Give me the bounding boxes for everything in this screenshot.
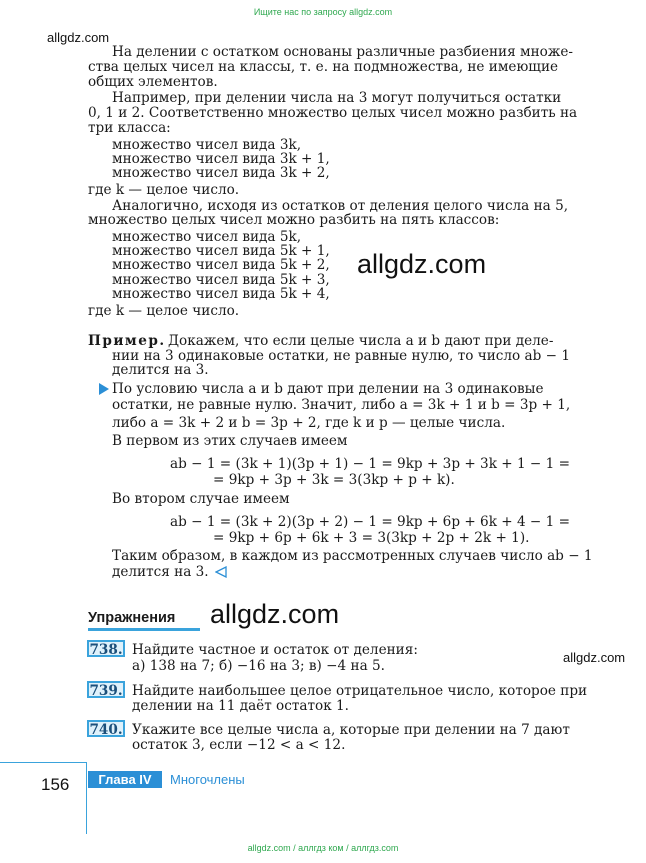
text-line: три класса: bbox=[88, 120, 171, 136]
exercise-text: Укажите все целые числа a, которые при делении на 7 дают bbox=[132, 722, 570, 738]
text-line: В первом из этих случаев имеем bbox=[112, 433, 348, 449]
list-item: множество чисел вида 5k + 4, bbox=[112, 286, 330, 302]
chapter-badge: Глава IV bbox=[88, 771, 162, 788]
text-line: Например, при делении числа на 3 могут получиться остатки bbox=[112, 90, 562, 106]
text-line: Аналогично, исходя из остатков от деления целого числа на 5, bbox=[112, 198, 569, 214]
proof-end-icon bbox=[215, 566, 227, 578]
corner-watermark: allgdz.com bbox=[47, 30, 110, 45]
top-watermark: Ищите нас по запросу allgdz.com bbox=[253, 7, 393, 17]
exercise-text: Найдите наибольшее целое отрицательное число, которое при bbox=[132, 683, 588, 699]
text-line: где k — целое число. bbox=[88, 303, 240, 319]
list-item: множество чисел вида 3k, bbox=[112, 137, 302, 153]
text-line: По условию числа a и b дают при делении на 3 одинаковые bbox=[112, 381, 544, 397]
text-line: 0, 1 и 2. Соответственно множество целых чисел можно разбить на bbox=[88, 105, 578, 121]
example-label: Пример. bbox=[88, 333, 166, 349]
exercise-number: 740. bbox=[87, 720, 125, 737]
heading-underline bbox=[88, 628, 200, 631]
footer-rule bbox=[0, 762, 87, 763]
equation-line: ab − 1 = (3k + 2)(3p + 2) − 1 = 9kp + 6p + 6k + 4 − 1 = bbox=[170, 514, 571, 530]
equation-line: = 9kp + 3p + 3k = 3(3kp + p + k). bbox=[213, 472, 455, 488]
right-watermark: allgdz.com bbox=[563, 650, 626, 665]
text-line: ства целых чисел на классы, т. е. на подмножества, не имеющие bbox=[88, 59, 559, 75]
exercise-text: а) 138 на 7; б) −16 на 3; в) −4 на 5. bbox=[132, 658, 385, 674]
text-line: где k — целое число. bbox=[88, 182, 240, 198]
text-line: делится на 3. bbox=[112, 564, 209, 580]
exercise-number: 739. bbox=[87, 681, 125, 698]
exercise-number: 738. bbox=[87, 640, 125, 657]
chapter-title: Многочлены bbox=[170, 772, 245, 787]
list-item: множество чисел вида 3k + 1, bbox=[112, 151, 330, 167]
exercise-text: делении на 11 даёт остаток 1. bbox=[132, 698, 349, 714]
text-line: остатки, не равные нулю. Значит, либо a = 3k + 1 и b = 3p + 1, bbox=[112, 397, 571, 413]
equation-line: ab − 1 = (3k + 1)(3p + 1) − 1 = 9kp + 3p + 3k + 1 − 1 = bbox=[170, 456, 571, 472]
exercise-text: Найдите частное и остаток от деления: bbox=[132, 642, 418, 658]
list-item: множество чисел вида 5k + 1, bbox=[112, 243, 330, 259]
heading-watermark: allgdz.com bbox=[210, 599, 340, 629]
proof-start-icon bbox=[99, 383, 109, 395]
exercise-text: остаток 3, если −12 < a < 12. bbox=[132, 737, 346, 753]
text-line: общих элементов. bbox=[88, 74, 218, 90]
list-item: множество чисел вида 3k + 2, bbox=[112, 165, 330, 181]
footer-rule-vertical bbox=[86, 762, 87, 834]
text-line: Докажем, что если целые числа a и b дают при деле- bbox=[168, 333, 554, 349]
text-line: Таким образом, в каждом из рассмотренных случаев число ab − 1 bbox=[112, 548, 593, 564]
text-line: нии на 3 одинаковые остатки, не равные нулю, то число ab − 1 bbox=[112, 348, 571, 364]
exercises-heading: Упражнения bbox=[88, 610, 176, 626]
text-line: Во втором случае имеем bbox=[112, 491, 290, 507]
bottom-watermark: allgdz.com / аллгдз ком / аллгдз.com bbox=[247, 843, 399, 853]
equation-line: = 9kp + 6p + 6k + 3 = 3(3kp + 2p + 2k + 1). bbox=[213, 530, 530, 546]
page-number: 156 bbox=[41, 775, 70, 794]
list-item: множество чисел вида 5k + 2, bbox=[112, 257, 330, 273]
text-line: На делении с остатком основаны различные разбиения множе- bbox=[112, 44, 573, 60]
text-line: делится на 3. bbox=[112, 362, 209, 378]
list-item: множество чисел вида 5k + 3, bbox=[112, 272, 330, 288]
text-line: либо a = 3k + 2 и b = 3p + 2, где k и p — целые числа. bbox=[112, 415, 506, 431]
center-watermark: allgdz.com bbox=[357, 249, 487, 279]
text-line: множество целых чисел можно разбить на пять классов: bbox=[88, 212, 500, 228]
list-item: множество чисел вида 5k, bbox=[112, 229, 302, 245]
